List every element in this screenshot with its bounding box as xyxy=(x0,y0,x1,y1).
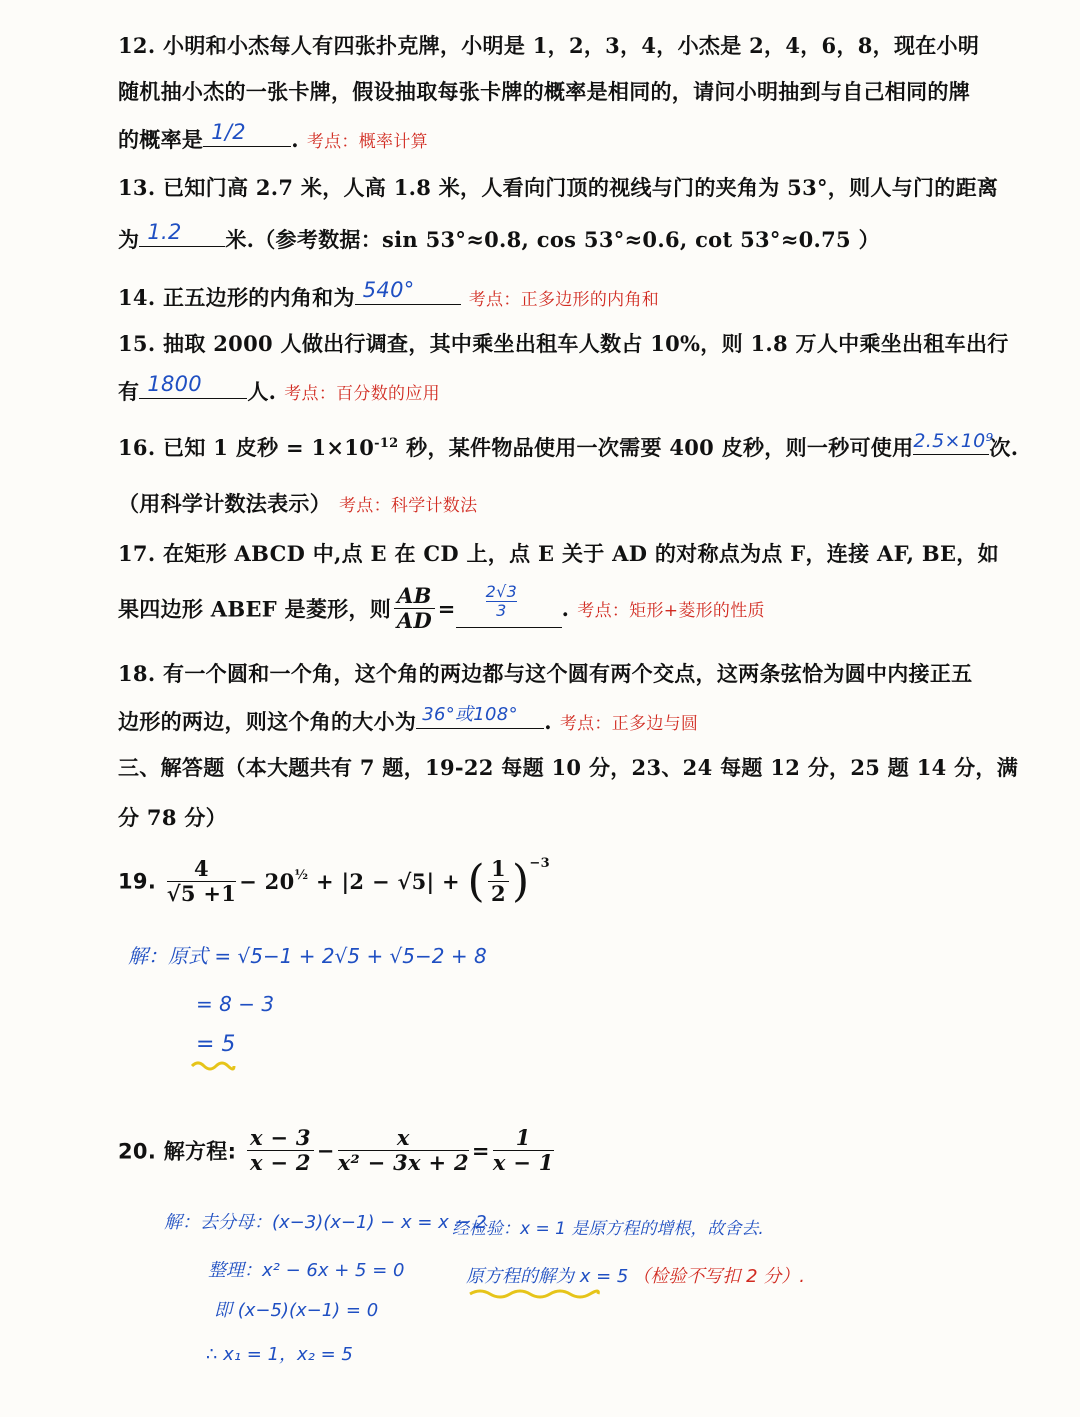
q20-f2-numerator: x xyxy=(338,1126,469,1151)
q12-line3-text: 的概率是 xyxy=(118,127,204,152)
q19-fraction xyxy=(167,857,236,906)
q20-solution-line2: 整理：x² − 6x + 5 = 0 xyxy=(208,1260,405,1281)
q19-solution-line2: = 8 − 3 xyxy=(196,992,275,1016)
section3-heading-cont: 分 78 分） xyxy=(118,805,227,830)
q15-line1: 15. 抽取 2000 人做出行调查，其中乘坐出租车人数占 10%，则 1.8 万人中乘坐出租车出行 xyxy=(118,331,1009,356)
section3-heading: 三、解答题（本大题共有 7 题，19-22 每题 10 分，23、24 每题 12 分，25 题 14 分，满 xyxy=(118,755,1019,780)
q14-note: 考点：正多边形的内角和 xyxy=(468,290,660,310)
q19-solution-line3: = 5 xyxy=(196,1032,236,1057)
q18-line1: 18. 有一个圆和一个角，这个角的两边都与这个圆有两个交点，这两条弦恰为圆中内接正五 xyxy=(118,661,973,686)
q19-paren-denominator: 2 xyxy=(491,881,506,906)
q17-answer-numerator: 2√3 xyxy=(485,582,518,602)
q18-prefix: 边形的两边，则这个角的大小为 xyxy=(118,709,417,734)
q20-label: 20. 解方程: xyxy=(118,1139,237,1164)
q19-expression: 19. $\frac{4}{√5 +1}$ − $20^{\frac{1}{2}} + |2 - √5|$ + ( $\frac{1}{2}$ )$^{-3}$ xyxy=(118,855,550,907)
q20-f3-denominator: x − 1 xyxy=(492,1150,554,1176)
q17-fraction-denominator: AD xyxy=(396,608,432,634)
q16-text-b: 秒，某件物品使用一次需要 400 皮秒，则一秒可使用 xyxy=(398,435,914,460)
q20-check-note: （检验不写扣 2 分）. xyxy=(632,1266,805,1287)
q20-conclusion-highlight xyxy=(468,1286,600,1300)
q20-minus: − xyxy=(316,1138,335,1164)
q17-answer-blank xyxy=(456,582,562,628)
q15-answer-blank xyxy=(139,372,247,399)
q14-text: 14. 正五边形的内角和为 xyxy=(118,285,355,310)
q16-exponent: -12 xyxy=(374,436,399,451)
q20-equals: = xyxy=(471,1138,490,1164)
q20-solution-line4: ∴ x₁ = 1，x₂ = 5 xyxy=(206,1344,353,1365)
q20-fraction1 xyxy=(247,1126,314,1175)
q20-f3-numerator: 1 xyxy=(493,1126,554,1151)
q18-answer-blank xyxy=(416,706,544,729)
q20-fraction2 xyxy=(338,1126,469,1175)
q20-equation xyxy=(118,1126,557,1175)
q19-label: 19. xyxy=(118,869,157,894)
q18-line2: 边形的两边，则这个角的大小为 36°或108° . 考点：正多边与圆 xyxy=(118,706,698,736)
q13-prefix: 为 xyxy=(118,227,140,252)
q20-check-line1: 经检验：x = 1 是原方程的增根，故舍去. xyxy=(452,1219,764,1239)
q12-note: 考点：概率计算 xyxy=(306,132,428,152)
q19-answer-highlight xyxy=(190,1058,236,1072)
q20-f2-denominator: x² − 3x + 2 xyxy=(337,1150,469,1176)
q13-line2 xyxy=(118,220,880,254)
q19-fraction-numerator: 4 xyxy=(167,857,236,882)
q12-line1: 12. 小明和小杰每人有四张扑克牌，小明是 1，2，3，4，小杰是 2，4，6，8，现在小明 xyxy=(118,33,980,58)
q16-text-a: 16. 已知 1 皮秒 = 1×10 xyxy=(118,435,375,460)
q15-line2 xyxy=(118,372,440,406)
q13-line1: 13. 已知门高 2.7 米，人高 1.8 米，人看向门顶的视线与门的夹角为 53°，则人与门的距离 xyxy=(118,175,999,200)
q19-solution-line1: 解：原式 = √5−1 + 2√5 + √5−2 + 8 xyxy=(128,944,487,968)
q19-term3: + |2 − √5| + xyxy=(308,869,468,894)
q20-solution-line1: 解：去分母：(x−3)(x−1) − x = x − 2 xyxy=(164,1212,487,1233)
q19-paren-numerator: 1 xyxy=(488,857,509,882)
q13-handwritten-answer: 1.2 xyxy=(147,220,182,244)
q16-answer-blank xyxy=(913,430,994,455)
q16-line1 xyxy=(118,432,1018,462)
q17-fraction-numerator: AB xyxy=(394,584,435,609)
q13-suffix: 米.（参考数据：sin 53°≈0.8, cos 53°≈0.6, cot 53°≈0.75 ） xyxy=(225,227,880,252)
q12-line2: 随机抽小杰的一张卡牌，假设抽取每张卡牌的概率是相同的，请问小明抽到与自己相同的牌 xyxy=(118,79,970,104)
q15-prefix: 有 xyxy=(118,379,140,404)
q16-note: 考点：科学计数法 xyxy=(339,496,478,516)
q15-handwritten-answer: 1800 xyxy=(147,372,202,396)
q19-fraction-denominator: √5 +1 xyxy=(166,881,237,906)
q15-note: 考点：百分数的应用 xyxy=(284,384,440,404)
q20-f1-denominator: x − 2 xyxy=(249,1150,311,1176)
q18-note: 考点：正多边与圆 xyxy=(559,714,699,734)
q20-solution-line3: 即 (x−5)(x−1) = 0 xyxy=(214,1300,379,1321)
q20-check-line2 xyxy=(466,1262,805,1288)
q17-prefix: 果四边形 ABEF 是菱形，则 xyxy=(118,596,392,622)
q13-answer-blank xyxy=(139,220,225,247)
q20-fraction3 xyxy=(493,1126,554,1175)
q12-answer-blank xyxy=(203,120,291,147)
q17-equals: = xyxy=(437,596,456,622)
q20-check-conclusion: 原方程的解为 x = 5 xyxy=(466,1266,629,1287)
q19-exp2: ½ xyxy=(294,868,309,883)
q17-line1: 17. 在矩形 ABCD 中,点 E 在 CD 上，点 E 关于 AD 的对称点为点 F，连接 AF, BE，如 xyxy=(118,541,999,566)
q17-handwritten-answer xyxy=(486,583,517,619)
q19-term2: − 20 xyxy=(239,869,295,894)
q19-paren-fraction xyxy=(488,857,509,906)
q12-line3: 的概率是 1/2 . 考点：概率计算 xyxy=(118,120,428,152)
q17-answer-denominator: 3 xyxy=(496,600,507,620)
q19-exp3: −3 xyxy=(529,856,550,871)
q12-handwritten-answer: 1/2 xyxy=(211,120,246,144)
q17-note: 考点：矩形+菱形的性质 xyxy=(577,601,765,622)
q14-line xyxy=(118,278,660,312)
q18-handwritten-answer: 36°或108° xyxy=(422,704,518,725)
q16-line2 xyxy=(118,488,477,518)
q17-line2: 果四边形 ABEF 是菱形，则 $\frac{AB}{AD}$ = $\frac{2√3}{3}$ . 考点：矩形+菱形的性质 xyxy=(118,582,765,634)
q17-ratio-fraction xyxy=(394,584,435,633)
q16-line2-text: （用科学计数法表示） xyxy=(118,491,331,516)
q14-answer-blank xyxy=(355,278,461,305)
q15-suffix: 人. xyxy=(247,379,277,404)
q16-handwritten-answer: 2.5×10⁹ xyxy=(913,430,994,452)
q20-f1-numerator: x − 3 xyxy=(247,1126,314,1151)
q16-tail: 次. xyxy=(989,435,1019,460)
q14-handwritten-answer: 540° xyxy=(362,278,415,302)
